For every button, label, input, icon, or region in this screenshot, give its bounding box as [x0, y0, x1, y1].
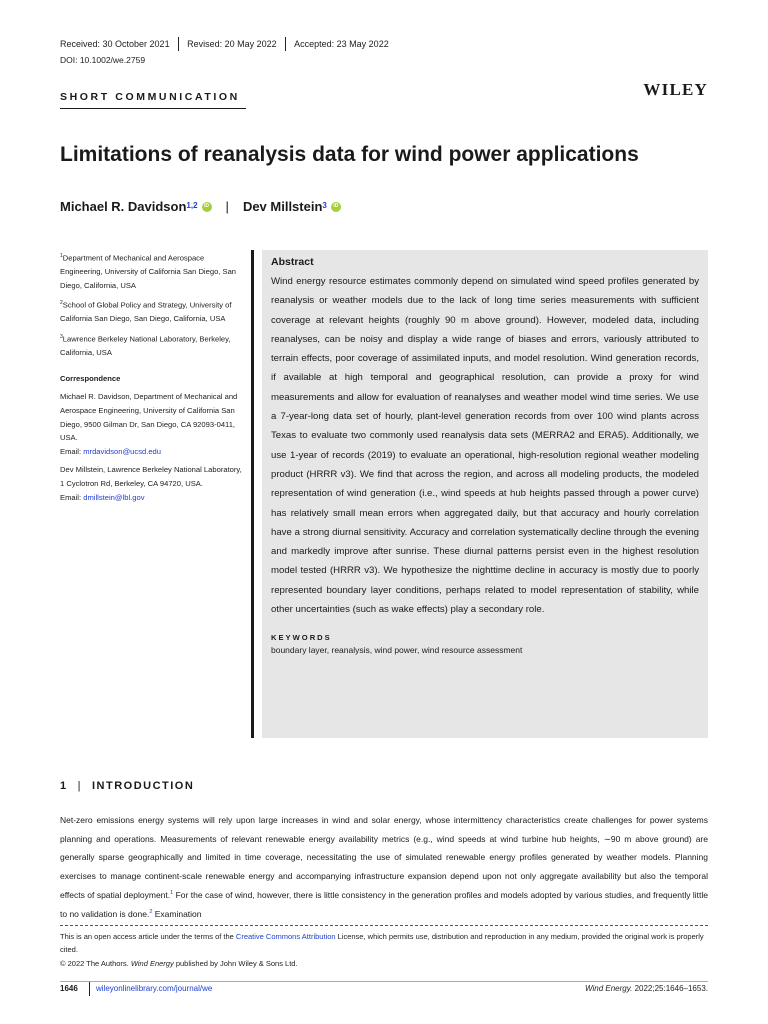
license-divider	[60, 925, 708, 926]
keywords-heading: KEYWORDS	[271, 633, 332, 643]
publisher-logo: WILEY	[643, 80, 708, 99]
author-affiliation-ref[interactable]: 3	[322, 201, 327, 210]
abstract-heading: Abstract	[271, 256, 314, 268]
footer-separator	[89, 982, 90, 996]
affiliation: $^2$School of Global Policy and Strategy, University of California San Diego, San Diego, California, USA	[60, 300, 232, 324]
correspondence-heading: Correspondence	[60, 373, 121, 383]
author-affiliation-ref[interactable]: 1,2	[186, 201, 198, 210]
citation-ref[interactable]: 1	[170, 889, 174, 896]
journal-citation: Wind Energy. 2022;25:1646–1653.	[585, 984, 708, 993]
accepted-date: Accepted: 23 May 2022	[294, 39, 389, 49]
journal-link[interactable]: wileyonlinelibrary.com/journal/we	[96, 984, 213, 993]
correspondence-entry: Michael R. Davidson, Department of Mechanical and Aerospace Engineering, University of California San Diego, 9500 Gilman Dr, San Diego, CA 92093-0411, USA. Email: mrdavidson@ucsd.edu	[60, 392, 238, 456]
email-link[interactable]: dmillstein@lbl.gov	[83, 492, 145, 502]
orcid-icon[interactable]	[331, 202, 341, 212]
introduction-text: Net-zero emissions energy systems will rely upon large increases in wind and solar energy, whose intermittency characteristics create challenges for power systems planning and operations. Measurements of relevant renewable energy availability metrics (e.g., wind speeds at wind turbine hub heights, ∼90 m above ground) are generally sparse geographically and limited in time coverage, necessitating the use of simulated renewable energy profiles generated by weather models. Planning exercises to manage continent-scale renewable energy and accompanying infrastructure expansion depend upon not only aggregate availability but also the temporal effects of spatial deployment.$^1$ For the case of wind, however, there is little consistency in the generation profiles and models adopted by various studies, and frequently little to no validation is done.$^2$ Examination	[60, 815, 709, 919]
section-number: 1	[60, 780, 68, 792]
keywords: boundary layer, reanalysis, wind power, wind resource assessment	[271, 645, 523, 656]
article-dates	[60, 37, 389, 51]
section-title: INTRODUCTION	[91, 780, 195, 792]
author-separator: |	[225, 199, 229, 214]
affiliation: $^3$Lawrence Berkeley National Laboratory, Berkeley, California, USA	[60, 334, 231, 358]
license-link[interactable]: Creative Commons Attribution	[235, 932, 336, 941]
section-heading	[60, 780, 194, 792]
orcid-icon[interactable]	[202, 202, 212, 212]
correspondence-entry: Dev Millstein, Lawrence Berkeley National Laboratory, 1 Cyclotron Rd, Berkeley, CA 94720, USA. Email: dmillstein@lbl.gov	[60, 465, 242, 502]
author-name[interactable]: Michael R. Davidson	[60, 199, 187, 214]
abstract-rule	[251, 250, 254, 738]
section-type: SHORT COMMUNICATION	[60, 91, 240, 103]
section-type-underline	[60, 108, 246, 109]
license-note: This is an open access article under the terms of the Creative Commons Attribution License, which permits use, distribution and reproduction in any medium, provided the original work is properly cited. © 2022 The Authors. Wind Energy published by John Wiley & Sons Ltd.	[60, 932, 704, 968]
page-number: 1646	[60, 984, 78, 993]
doi: DOI: 10.1002/we.2759	[60, 55, 146, 65]
author-list	[60, 199, 341, 214]
section-separator: |	[77, 780, 82, 792]
affiliation: $^1$Department of Mechanical and Aerospace Engineering, University of California San Diego, San Diego, California, USA	[60, 253, 237, 290]
date-divider	[285, 37, 287, 51]
footer-divider	[60, 981, 708, 982]
author-name[interactable]: Dev Millstein	[242, 199, 323, 214]
abstract-box	[262, 250, 708, 738]
citation-ref[interactable]: 2	[149, 908, 153, 915]
affiliations-column	[60, 250, 246, 509]
abstract-text: Wind energy resource estimates commonly depend on simulated wind speed profiles generated by reanalysis or weather models due to the lack of long time series measurements with sufficient coverage at relevant heights (roughly 90 m above ground). However, modeled data, including reanalyses, can be noisy and display a wide range of biases and errors, variously attributed to terrain effects, poor coverage of assimilated inputs, and model resolution. Wind generation records, if available at high temporal and geographical resolution, can provide a proxy for wind measurements and allow for evaluation of reanalyses and weather model wind time series. We use a 7-year-long data set of hourly, plant-level generation records from over 100 wind plants across Texas to evaluate two commonly used reanalysis data sets (MERRA2 and ERA5). Additionally, we use 1-year of records (2019) to evaluate an operational, high-resolution regional weather modeling product (HRRR v3). We find that across the region, and across all modeling products, the modeled representation of wind generation (i.e., wind speeds at hub heights passed through a power curve) has relatively small mean errors when aggregated daily, but that accuracy and hourly correlation have a strong diurnal sensitivity. Accuracy and correlation systematically decline through the evening and markedly improve after sunrise. These diurnal patterns persist even in the highest resolution model tested (HRRR v3). We hypothesize the nighttime decline in accuracy is mostly due to poorly represented boundary layer conditions, perhaps related to model representation of stability, while other uncertainties (such as wake effects) play a secondary role.	[271, 276, 699, 616]
date-divider	[178, 37, 180, 51]
paper-title: Limitations of reanalysis data for wind power applications	[60, 143, 639, 166]
received-date: Received: 30 October 2021	[60, 39, 170, 49]
revised-date: Revised: 20 May 2022	[187, 39, 277, 49]
email-link[interactable]: mrdavidson@ucsd.edu	[83, 446, 161, 456]
